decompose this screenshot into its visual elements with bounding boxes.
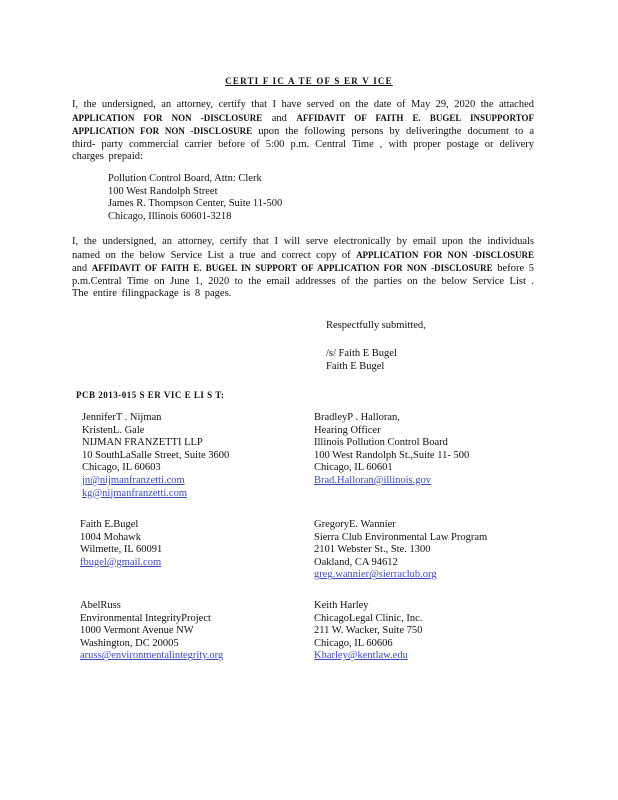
service-contact-russ: AbelRuss Environmental IntegrityProject 1000 Vermont Avenue NW Washington, DC 20005 aruss@environmentalintegrity.org (80, 600, 224, 662)
email-link[interactable]: jn@nijmanfranzetti.com (82, 474, 185, 486)
service-contact-harley: Keith Harley ChicagoLegal Clinic, Inc. 211 W. Wacker, Suite 750 Chicago, IL 60606 Kharley@kentlaw.edu (314, 600, 423, 662)
service-contact-wannier: GregoryE. Wannier Sierra Club Environmental Law Program 2101 Webster St., Ste. 1300 Oakland, CA 94612 greg.wannier@sierraclub.org (314, 519, 488, 581)
email-link[interactable]: Brad.Halloran@illinois.gov (314, 474, 431, 486)
email-link[interactable]: Kharley@kentlaw.edu (314, 650, 408, 662)
email-link[interactable]: fbugel@gmail.com (80, 556, 162, 568)
service-paragraph-email: I, the undersigned, an attorney, certify that I will serve electronically by email upon the individuals named on the below Service List a true and correct copy of APPLICATION FOR NON -DISCLOSURE and AFFIDAVIT OF FAITH E. BUGEL IN SUPPORT OF APPLICATION FOR NON -DISCLOSURE before 5 p.m.Central Time on June 1, 2020 to the email addresses of the parties on the below Service List . The entire filingpackage is 8 pages. (72, 236, 534, 300)
signature: /s/ Faith E Bugel (326, 348, 397, 359)
service-paragraph-mail: I, the undersigned, an attorney, certify that I have served on the date of May 29, 2020 the attached APPLICATION FOR NON -DISCLOSURE and AFFIDAVIT OF FAITH E. BUGEL INSUPPORTOF APPLICATION FOR NON -DISCLOSURE upon the following persons by deliveringthe document to a third- party commercial carrier before of 5:00 p.m. Central Time , with proper postage or delivery charges prepaid: (72, 99, 534, 163)
service-list-title: PCB 2013-015 S ER VIC E LI S T: (76, 390, 225, 400)
document-title: CERTI F IC A TE OF S ER V ICE (225, 76, 393, 86)
signer-name: Faith E Bugel (326, 361, 385, 372)
email-link[interactable]: kg@nijmanfranzetti.com (82, 487, 188, 499)
service-contact-bugel: Faith E.Bugel 1004 Mohawk Wilmette, IL 60091 fbugel@gmail.com (80, 519, 163, 568)
service-contact-nijman: JenniferT . Nijman KristenL. Gale NIJMAN FRANZETTI LLP 10 SouthLaSalle Street, Suite 3600 Chicago, IL 60603 jn@nijmanfranzetti.com kg@nijmanfranzetti.com (82, 412, 230, 499)
closing: Respectfully submitted, (326, 320, 426, 331)
email-link[interactable]: greg.wannier@sierraclub.org (314, 569, 437, 581)
clerk-address: Pollution Control Board, Attn: Clerk 100 West Randolph Street James R. Thompson Center, Suite 11-500 Chicago, Illinois 60601-3218 (108, 173, 283, 222)
email-link[interactable]: aruss@environmentalintegrity.org (80, 650, 224, 662)
service-contact-halloran: BradleyP . Halloran, Hearing Officer Illinois Pollution Control Board 100 West Randolph St.,Suite 11- 500 Chicago, IL 60601 Brad.Halloran@illinois.gov (314, 412, 470, 486)
